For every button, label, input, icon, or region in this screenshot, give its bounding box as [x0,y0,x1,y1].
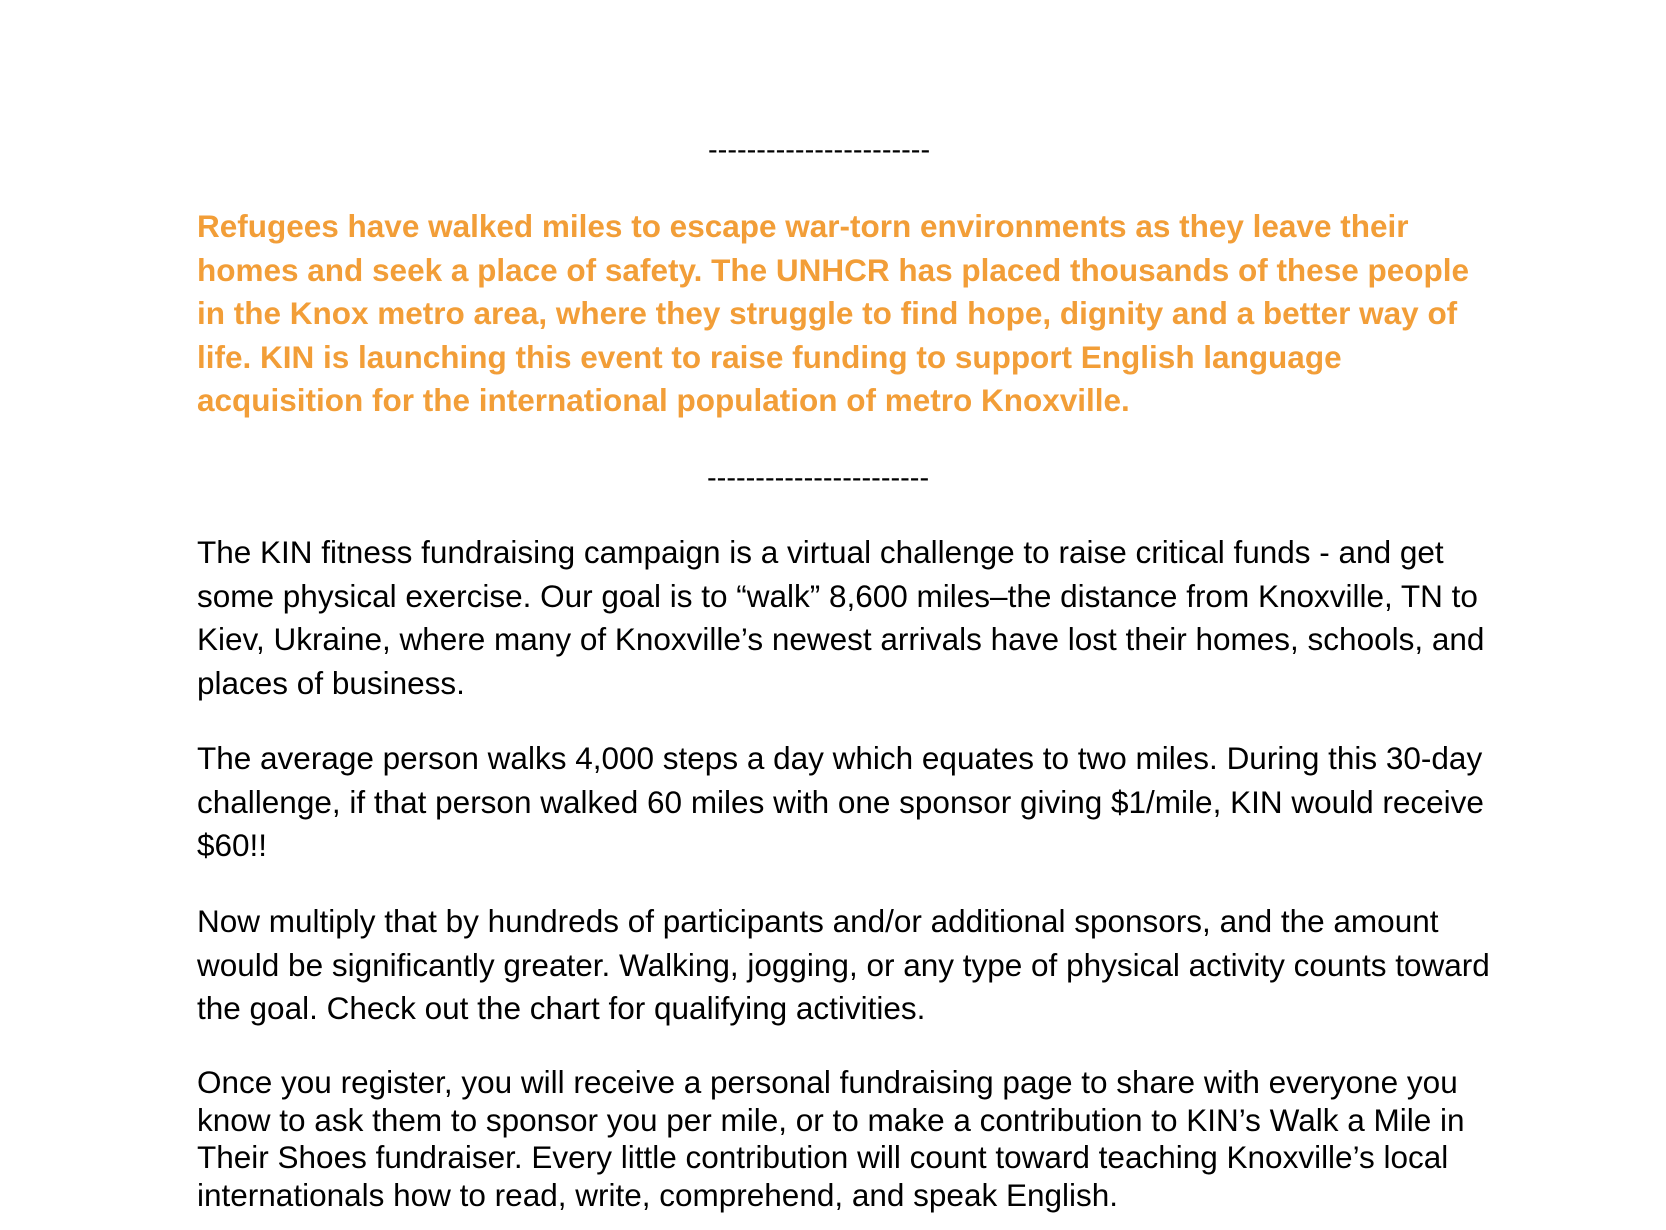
paragraph-multiply: Now multiply that by hundreds of participants and/or additional sponsors, and the amount would be significantly greater. Walking, jogging, or any type of physical activity counts toward the goal. Check out the chart for qualifying activities. [197,903,1490,1026]
divider-bottom: ----------------------- [707,462,930,494]
divider-top: ----------------------- [708,134,931,166]
highlight-paragraph: Refugees have walked miles to escape war-torn environments as they leave their homes and seek a place of safety. The UNHCR has placed thousands of these people in the Knox metro area, where they struggle to find hope, dignity and a better way of life. KIN is launching this event to raise funding to support English language acquisition for the international population of metro Knoxville. [197,208,1469,418]
paragraph-average-steps: The average person walks 4,000 steps a day which equates to two miles. During this 30-day challenge, if that person walked 60 miles with one sponsor giving $1/mile, KIN would receive $60!! [197,740,1484,863]
paragraph-campaign-intro: The KIN fitness fundraising campaign is a virtual challenge to raise critical funds - and get some physical exercise. Our goal is to “walk” 8,600 miles–the distance from Knoxville, TN to Kiev, Ukraine, where many of Knoxville’s newest arrivals have lost their homes, schools, and places of business. [197,534,1485,701]
paragraph-register: Once you register, you will receive a personal fundraising page to share with everyone you know to ask them to sponsor you per mile, or to make a contribution to KIN’s Walk a Mile in Their Shoes fundraiser. Every little contribution will count toward teaching Knoxville’s local internationals how to read, write, comprehend, and speak English. [197,1064,1465,1213]
